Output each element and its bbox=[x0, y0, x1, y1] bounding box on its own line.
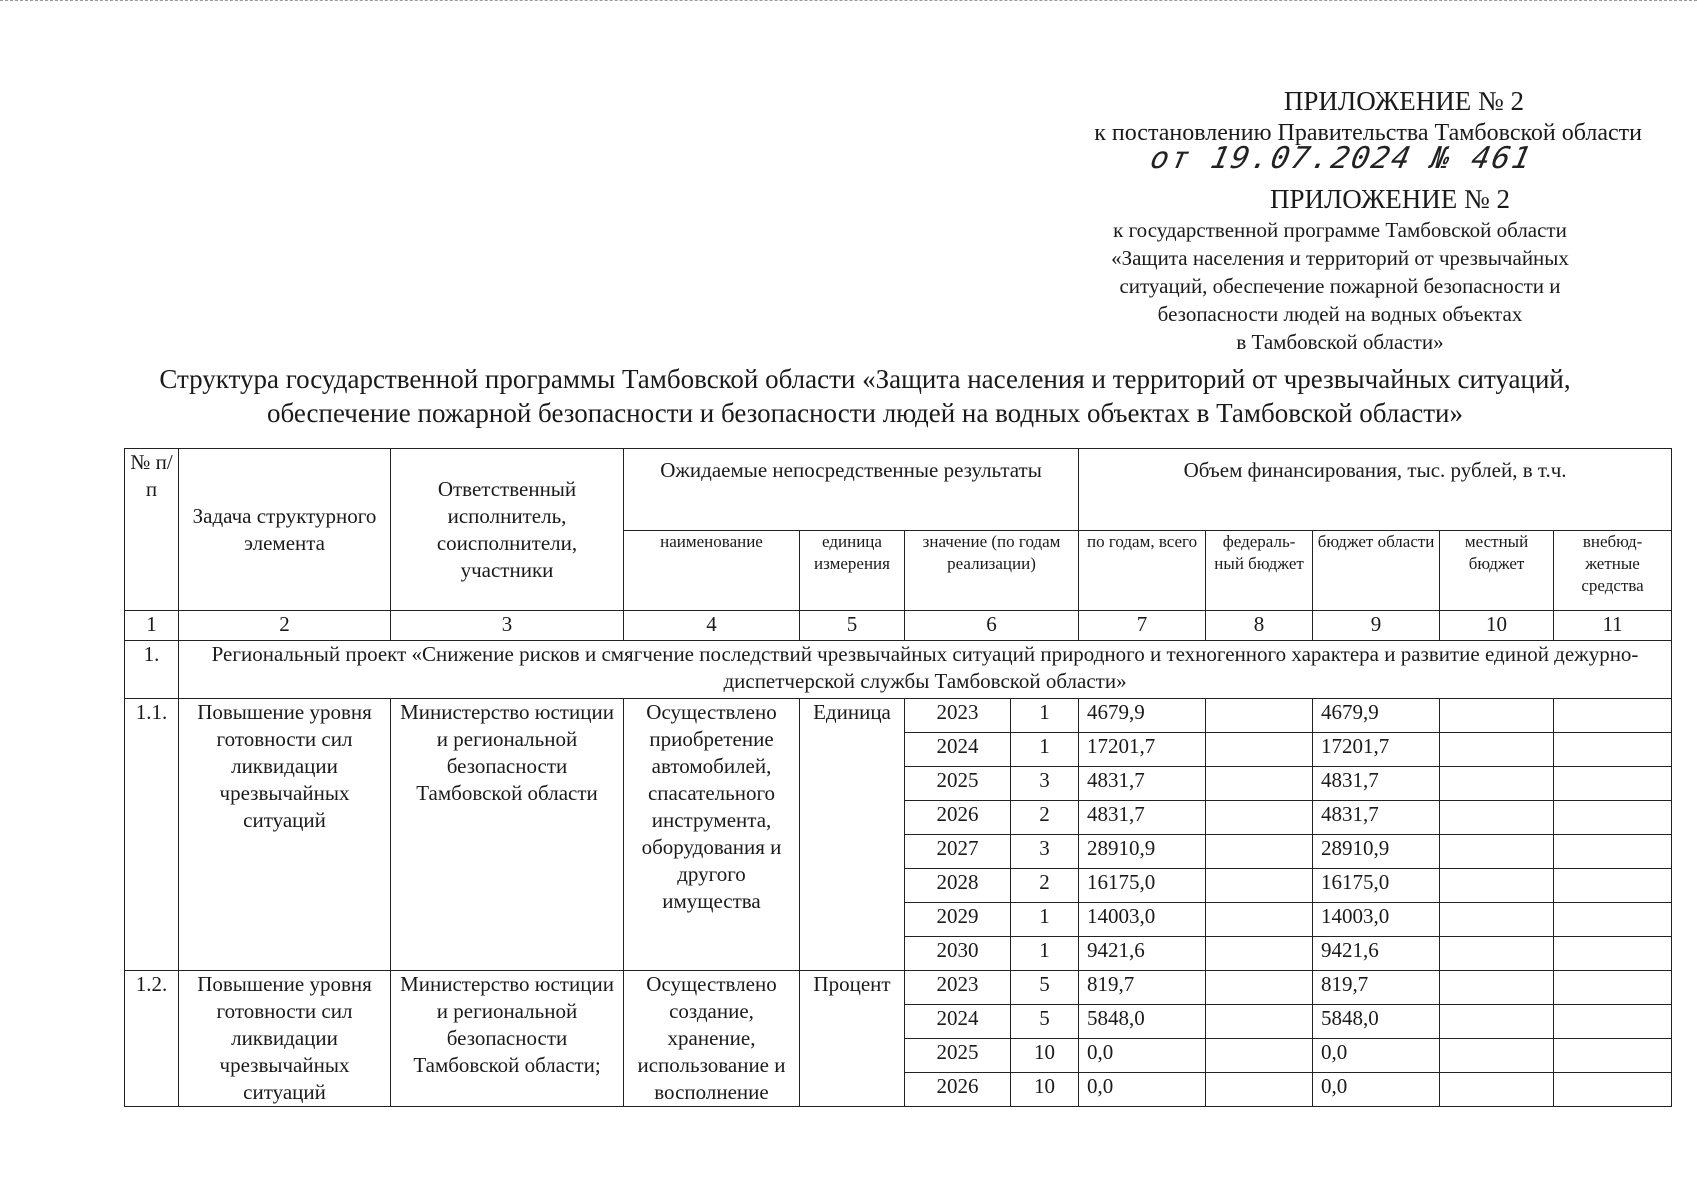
appendix-program-line: «Защита населения и территорий от чрезвычайных bbox=[1111, 246, 1569, 270]
extra-cell bbox=[1554, 733, 1672, 767]
local-cell bbox=[1440, 699, 1554, 733]
regional-cell: 0,0 bbox=[1313, 1039, 1440, 1073]
col-number: 7 bbox=[1079, 611, 1206, 641]
row-responsible: Министерство юстиции и региональной безопасности Тамбовской области; bbox=[391, 971, 624, 1107]
value-cell: 5 bbox=[1011, 971, 1079, 1005]
total-cell: 5848,0 bbox=[1079, 1005, 1206, 1039]
extra-cell bbox=[1554, 903, 1672, 937]
total-cell: 28910,9 bbox=[1079, 835, 1206, 869]
federal-cell bbox=[1206, 1073, 1313, 1107]
total-cell: 4831,7 bbox=[1079, 801, 1206, 835]
total-cell: 819,7 bbox=[1079, 971, 1206, 1005]
regional-cell: 4831,7 bbox=[1313, 767, 1440, 801]
regional-cell: 9421,6 bbox=[1313, 937, 1440, 971]
value-cell: 10 bbox=[1011, 1073, 1079, 1107]
year-cell: 2028 bbox=[905, 869, 1011, 903]
extra-cell bbox=[1554, 767, 1672, 801]
federal-cell bbox=[1206, 1005, 1313, 1039]
row-task: Повышение уровня готовности сил ликвидации чрезвычайных ситуаций bbox=[179, 971, 391, 1107]
row-unit: Процент bbox=[800, 971, 905, 1107]
header-federal: федераль-ный бюджет bbox=[1206, 531, 1313, 611]
year-cell: 2023 bbox=[905, 971, 1011, 1005]
col-number: 10 bbox=[1440, 611, 1554, 641]
row-task: Повышение уровня готовности сил ликвидации чрезвычайных ситуаций bbox=[179, 699, 391, 971]
year-cell: 2024 bbox=[905, 1005, 1011, 1039]
year-cell: 2027 bbox=[905, 835, 1011, 869]
handwritten-date-number: от 19.07.2024 № 461 bbox=[1147, 141, 1536, 176]
value-cell: 1 bbox=[1011, 733, 1079, 767]
header-num: № п/п bbox=[125, 449, 179, 611]
total-cell: 17201,7 bbox=[1079, 733, 1206, 767]
extra-cell bbox=[1554, 971, 1672, 1005]
extra-cell bbox=[1554, 801, 1672, 835]
value-cell: 2 bbox=[1011, 801, 1079, 835]
year-cell: 2025 bbox=[905, 1039, 1011, 1073]
year-cell: 2024 bbox=[905, 733, 1011, 767]
value-cell: 10 bbox=[1011, 1039, 1079, 1073]
federal-cell bbox=[1206, 903, 1313, 937]
extra-cell bbox=[1554, 1039, 1672, 1073]
appendix-title: ПРИЛОЖЕНИЕ № 2 bbox=[1283, 86, 1524, 116]
value-cell: 1 bbox=[1011, 937, 1079, 971]
local-cell bbox=[1440, 1073, 1554, 1107]
regional-cell: 0,0 bbox=[1313, 1073, 1440, 1107]
appendix-program-line: в Тамбовской области» bbox=[1236, 330, 1444, 354]
year-cell: 2029 bbox=[905, 903, 1011, 937]
program-structure-table bbox=[124, 448, 1672, 1107]
regional-cell: 5848,0 bbox=[1313, 1005, 1440, 1039]
col-number: 5 bbox=[800, 611, 905, 641]
extra-cell bbox=[1554, 1073, 1672, 1107]
federal-cell bbox=[1206, 733, 1313, 767]
appendix-program-line: безопасности людей на водных объектах bbox=[1157, 302, 1523, 326]
header-extra: внебюд-жетные средства bbox=[1554, 531, 1672, 611]
header-value: значение (по годам реализации) bbox=[905, 531, 1079, 611]
regional-cell: 4679,9 bbox=[1313, 699, 1440, 733]
appendix-program-line: к государственной программе Тамбовской области bbox=[1113, 218, 1567, 242]
appendix-subtitle: к постановлению Правительства Тамбовской области bbox=[1094, 120, 1642, 146]
value-cell: 5 bbox=[1011, 1005, 1079, 1039]
value-cell: 3 bbox=[1011, 767, 1079, 801]
value-cell: 2 bbox=[1011, 869, 1079, 903]
col-number: 4 bbox=[624, 611, 800, 641]
federal-cell bbox=[1206, 801, 1313, 835]
appendix-to-program bbox=[1040, 182, 1640, 356]
col-number: 8 bbox=[1206, 611, 1313, 641]
col-number: 2 bbox=[179, 611, 391, 641]
value-cell: 1 bbox=[1011, 903, 1079, 937]
header-total: по годам, всего bbox=[1079, 531, 1206, 611]
extra-cell bbox=[1554, 835, 1672, 869]
year-cell: 2025 bbox=[905, 767, 1011, 801]
document-title bbox=[100, 362, 1630, 430]
section-num: 1. bbox=[125, 641, 179, 699]
appendix-program-line: ситуаций, обеспечение пожарной безопасности и bbox=[1119, 274, 1561, 298]
header-name: наименование bbox=[624, 531, 800, 611]
extra-cell bbox=[1554, 699, 1672, 733]
local-cell bbox=[1440, 801, 1554, 835]
regional-cell: 14003,0 bbox=[1313, 903, 1440, 937]
federal-cell bbox=[1206, 971, 1313, 1005]
local-cell bbox=[1440, 733, 1554, 767]
document-title-line2: обеспечение пожарной безопасности и безопасности людей на водных объектах в Тамбовской области» bbox=[267, 398, 1463, 428]
col-number: 1 bbox=[125, 611, 179, 641]
federal-cell bbox=[1206, 937, 1313, 971]
regional-cell: 819,7 bbox=[1313, 971, 1440, 1005]
col-number: 6 bbox=[905, 611, 1079, 641]
total-cell: 9421,6 bbox=[1079, 937, 1206, 971]
row-result-name: Осуществлено приобретение автомобилей, спасательного инструмента, оборудования и другого имущества bbox=[624, 699, 800, 971]
total-cell: 0,0 bbox=[1079, 1073, 1206, 1107]
row-num: 1.1. bbox=[125, 699, 179, 971]
extra-cell bbox=[1554, 1005, 1672, 1039]
extra-cell bbox=[1554, 937, 1672, 971]
local-cell bbox=[1440, 767, 1554, 801]
regional-cell: 28910,9 bbox=[1313, 835, 1440, 869]
total-cell: 16175,0 bbox=[1079, 869, 1206, 903]
row-unit: Единица bbox=[800, 699, 905, 971]
row-responsible: Министерство юстиции и региональной безопасности Тамбовской области bbox=[391, 699, 624, 971]
header-local: местный бюджет bbox=[1440, 531, 1554, 611]
header-finance: Объем финансирования, тыс. рублей, в т.ч. bbox=[1079, 449, 1672, 531]
local-cell bbox=[1440, 869, 1554, 903]
document-title-line1: Структура государственной программы Тамбовской области «Защита населения и территорий от чрезвычайных ситуаций, bbox=[159, 364, 1571, 394]
total-cell: 14003,0 bbox=[1079, 903, 1206, 937]
col-number: 9 bbox=[1313, 611, 1440, 641]
value-cell: 3 bbox=[1011, 835, 1079, 869]
extra-cell bbox=[1554, 869, 1672, 903]
local-cell bbox=[1440, 1005, 1554, 1039]
federal-cell bbox=[1206, 869, 1313, 903]
year-cell: 2026 bbox=[905, 801, 1011, 835]
value-cell: 1 bbox=[1011, 699, 1079, 733]
appendix-program-title: ПРИЛОЖЕНИЕ № 2 bbox=[1269, 184, 1511, 214]
local-cell bbox=[1440, 835, 1554, 869]
row-num: 1.2. bbox=[125, 971, 179, 1107]
col-number: 3 bbox=[391, 611, 624, 641]
col-number: 11 bbox=[1554, 611, 1672, 641]
header-task: Задача структурного элемента bbox=[179, 449, 391, 611]
total-cell: 4679,9 bbox=[1079, 699, 1206, 733]
section-title: Региональный проект «Снижение рисков и смягчение последствий чрезвычайных ситуаций природного и техногенного характера и развитие единой дежурно-диспетчерской службы Тамбовской области» bbox=[179, 641, 1672, 699]
local-cell bbox=[1440, 903, 1554, 937]
federal-cell bbox=[1206, 1039, 1313, 1073]
federal-cell bbox=[1206, 699, 1313, 733]
scan-crop-line bbox=[0, 0, 1697, 1]
year-cell: 2023 bbox=[905, 699, 1011, 733]
federal-cell bbox=[1206, 835, 1313, 869]
regional-cell: 4831,7 bbox=[1313, 801, 1440, 835]
header-responsible: Ответственный исполнитель, соисполнители, участники bbox=[391, 449, 624, 611]
year-cell: 2030 bbox=[905, 937, 1011, 971]
local-cell bbox=[1440, 1039, 1554, 1073]
total-cell: 0,0 bbox=[1079, 1039, 1206, 1073]
local-cell bbox=[1440, 971, 1554, 1005]
row-result-name: Осуществлено создание, хранение, использование и восполнение bbox=[624, 971, 800, 1107]
header-regional: бюджет области bbox=[1313, 531, 1440, 611]
local-cell bbox=[1440, 937, 1554, 971]
federal-cell bbox=[1206, 767, 1313, 801]
year-cell: 2026 bbox=[905, 1073, 1011, 1107]
header-unit: единица измерения bbox=[800, 531, 905, 611]
regional-cell: 17201,7 bbox=[1313, 733, 1440, 767]
header-results: Ожидаемые непосредственные результаты bbox=[624, 449, 1079, 531]
appendix-to-resolution bbox=[922, 84, 1642, 174]
total-cell: 4831,7 bbox=[1079, 767, 1206, 801]
regional-cell: 16175,0 bbox=[1313, 869, 1440, 903]
